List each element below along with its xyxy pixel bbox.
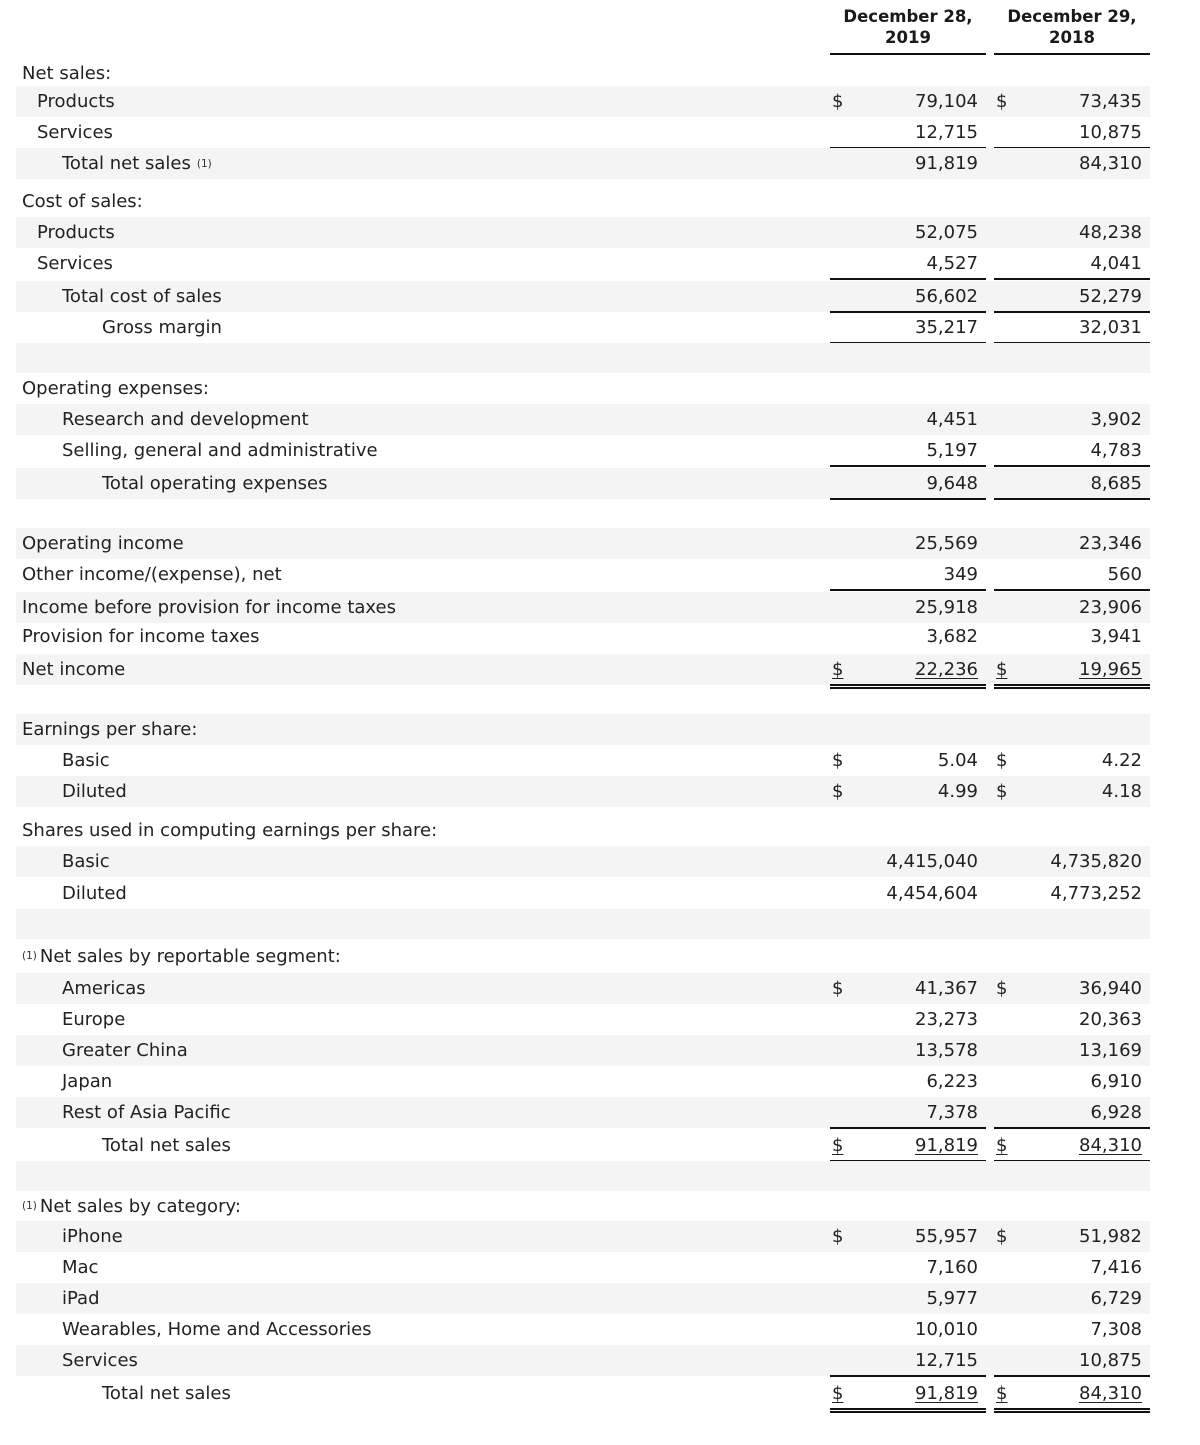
total-rule-2019-double <box>830 1411 986 1413</box>
column-header-2018 <box>994 6 1150 48</box>
spacer-row <box>16 1161 1150 1191</box>
value-2019: 22,236 <box>915 659 978 680</box>
value-2018: 52,279 <box>1079 286 1142 307</box>
value-2019: 91,819 <box>915 1135 978 1156</box>
value-2018: 10,875 <box>1079 1350 1142 1371</box>
value-2019: 3,682 <box>926 626 978 647</box>
row-label <box>16 435 378 466</box>
statement-row-diluted <box>16 776 1150 807</box>
value-2018: 8,685 <box>1090 473 1142 494</box>
value-2018: 84,310 <box>1079 1383 1142 1404</box>
statement-row-services <box>16 1345 1150 1376</box>
column-header-2019 <box>830 6 986 48</box>
value-2018: 4,773,252 <box>1050 883 1142 904</box>
total-rule-2018 <box>994 589 1150 591</box>
value-2019: 91,819 <box>915 1383 978 1404</box>
row-label <box>16 1221 123 1252</box>
row-label-text: Earnings per share: <box>22 719 198 740</box>
total-rule-2019 <box>830 589 986 591</box>
value-2018: 84,310 <box>1079 153 1142 174</box>
row-label <box>16 909 22 939</box>
total-rule-2019 <box>830 465 986 467</box>
row-label <box>16 815 437 846</box>
value-2018: 4.22 <box>1101 750 1142 771</box>
statement-row-products <box>16 86 1150 117</box>
value-2019: 79,104 <box>915 91 978 112</box>
row-label <box>16 776 127 807</box>
statement-row-services <box>16 248 1150 279</box>
currency-symbol-2018: $ <box>996 750 1008 771</box>
value-2018: 20,363 <box>1079 1009 1142 1030</box>
row-label <box>16 846 110 877</box>
row-label-text: Income before provision for income taxes <box>22 597 396 618</box>
value-2019: 4,527 <box>926 253 978 274</box>
value-2018: 84,310 <box>1079 1135 1142 1156</box>
value-2019: 52,075 <box>915 222 978 243</box>
value-2019: 5,977 <box>926 1288 978 1309</box>
row-label <box>16 1252 98 1283</box>
row-label <box>16 1314 372 1345</box>
total-rule-2018 <box>994 1375 1150 1377</box>
currency-symbol-2018: $ <box>996 1135 1008 1156</box>
currency-symbol-2018: $ <box>996 978 1008 999</box>
value-2018: 6,729 <box>1090 1288 1142 1309</box>
statement-row-net-sales-by-category <box>16 1190 1150 1222</box>
column-header-2019-line1: December 28, <box>843 7 973 26</box>
statement-row-other-income-expense-net <box>16 559 1150 590</box>
value-2018: 7,416 <box>1090 1257 1142 1278</box>
spacer-row <box>16 343 1150 373</box>
value-2018: 6,910 <box>1090 1071 1142 1092</box>
value-2018: 23,906 <box>1079 597 1142 618</box>
currency-symbol-2019: $ <box>832 1383 844 1404</box>
row-label <box>16 685 22 715</box>
header-underline-2018 <box>994 53 1150 55</box>
value-2019: 4,451 <box>926 409 978 430</box>
statement-row-total-net-sales <box>16 148 1150 179</box>
value-2018: 7,308 <box>1090 1319 1142 1340</box>
statement-row-total-net-sales <box>16 1378 1150 1409</box>
row-label-text: iPad <box>62 1288 100 1309</box>
row-label <box>16 86 115 117</box>
row-label <box>16 248 113 279</box>
statement-row-products <box>16 217 1150 248</box>
row-label-text: Basic <box>62 750 110 771</box>
spacer-row <box>16 685 1150 715</box>
statement-row-total-cost-of-sales <box>16 281 1150 312</box>
statement-row-ipad <box>16 1283 1150 1314</box>
value-2018: 560 <box>1107 564 1142 585</box>
row-label <box>16 404 309 435</box>
currency-symbol-2019: $ <box>832 750 844 771</box>
currency-symbol-2019: $ <box>832 781 844 802</box>
value-2019: 7,160 <box>926 1257 978 1278</box>
row-label-text: Products <box>37 222 115 243</box>
row-label-text: Diluted <box>62 781 127 802</box>
total-rule-2018 <box>994 498 1150 500</box>
value-2018: 3,941 <box>1090 626 1142 647</box>
statement-row-operating-income <box>16 528 1150 559</box>
statement-row-greater-china <box>16 1035 1150 1066</box>
total-rule-2019 <box>830 278 986 280</box>
row-label-text: Rest of Asia Pacific <box>62 1102 231 1123</box>
row-label-text: Japan <box>62 1071 113 1092</box>
row-label-text: Total operating expenses <box>102 473 328 494</box>
row-label-text: Provision for income taxes <box>22 626 260 647</box>
row-label-text: Greater China <box>62 1040 188 1061</box>
currency-symbol-2019: $ <box>832 91 844 112</box>
row-label-text: Wearables, Home and Accessories <box>62 1319 372 1340</box>
row-label <box>16 973 146 1004</box>
value-2019: 23,273 <box>915 1009 978 1030</box>
row-label-text: Shares used in computing earnings per share: <box>22 820 438 841</box>
row-label-text: Other income/(expense), net <box>22 564 282 585</box>
value-2019: 41,367 <box>915 978 978 999</box>
statement-row-diluted <box>16 878 1150 909</box>
statement-row-total-operating-expenses <box>16 468 1150 499</box>
row-label <box>16 281 222 312</box>
row-label <box>16 1378 231 1409</box>
row-label <box>16 186 143 217</box>
total-rule-2018-double <box>994 1411 1150 1413</box>
row-label <box>16 1345 138 1376</box>
row-label <box>16 878 127 909</box>
value-2019: 91,819 <box>915 153 978 174</box>
row-label <box>16 1066 112 1097</box>
value-2018: 73,435 <box>1079 91 1142 112</box>
statement-row-iphone <box>16 1221 1150 1252</box>
statement-row-net-sales-by-reportable-segment <box>16 940 1150 972</box>
currency-symbol-2019: $ <box>832 1226 844 1247</box>
row-label-text: Services <box>62 1350 138 1371</box>
row-label <box>16 1161 22 1191</box>
row-label <box>16 343 22 373</box>
row-label <box>16 1283 100 1314</box>
value-2019: 5,197 <box>926 440 978 461</box>
value-2018: 23,346 <box>1079 533 1142 554</box>
row-label-text: Net sales by category: <box>39 1195 241 1217</box>
row-label <box>16 217 115 248</box>
statement-row-services <box>16 117 1150 148</box>
statement-row-mac <box>16 1252 1150 1283</box>
currency-symbol-2018: $ <box>996 659 1008 680</box>
value-2019: 9,648 <box>926 473 978 494</box>
currency-symbol-2018: $ <box>996 781 1008 802</box>
row-label <box>16 1130 231 1161</box>
statement-row-japan <box>16 1066 1150 1097</box>
row-label <box>16 559 282 590</box>
total-rule-2018 <box>994 1408 1150 1410</box>
value-2019: 35,217 <box>915 317 978 338</box>
row-label-text: Research and development <box>62 409 309 430</box>
value-2018: 10,875 <box>1079 122 1142 143</box>
value-2018: 4,735,820 <box>1050 851 1142 872</box>
statement-row-research-and-development <box>16 404 1150 435</box>
row-label-text: Selling, general and administrative <box>62 440 378 461</box>
statement-row-basic <box>16 745 1150 776</box>
value-2018: 48,238 <box>1079 222 1142 243</box>
statement-row-net-income <box>16 654 1150 685</box>
row-label <box>16 654 125 685</box>
statement-row-gross-margin <box>16 312 1150 343</box>
value-2018: 4.18 <box>1101 781 1142 802</box>
statement-row-europe <box>16 1004 1150 1035</box>
row-label <box>16 1097 231 1128</box>
row-label-text: Americas <box>62 978 146 999</box>
total-rule-2019 <box>830 498 986 500</box>
column-header-2019-line2: 2019 <box>885 28 931 47</box>
value-2018: 6,928 <box>1090 1102 1142 1123</box>
row-label-text: Europe <box>62 1009 126 1030</box>
value-2019: 4,454,604 <box>886 883 978 904</box>
row-label: Total net sales (1) <box>62 153 212 174</box>
value-2019: 349 <box>943 564 978 585</box>
currency-symbol-2018: $ <box>996 1226 1008 1247</box>
statement-row-wearables-home-and-accessories <box>16 1314 1150 1345</box>
row-label <box>16 1004 125 1035</box>
value-2019: 10,010 <box>915 1319 978 1340</box>
statement-row-shares-used-in-computing-earnings-per-share <box>16 815 1150 846</box>
currency-symbol-2019: $ <box>832 978 844 999</box>
statement-row-americas <box>16 973 1150 1004</box>
value-2019: 7,378 <box>926 1102 978 1123</box>
value-2018: 4,041 <box>1090 253 1142 274</box>
row-label-text: Total cost of sales <box>62 286 222 307</box>
currency-symbol-2018: $ <box>996 91 1008 112</box>
row-label <box>16 373 209 404</box>
statement-row-basic <box>16 846 1150 877</box>
row-label-text: Total net sales <box>102 1383 231 1404</box>
statement-row-operating-expenses <box>16 373 1150 404</box>
value-2019: 25,918 <box>915 597 978 618</box>
row-label-text: iPhone <box>62 1226 123 1247</box>
value-2019: 12,715 <box>915 1350 978 1371</box>
row-label <box>16 58 111 88</box>
total-rule-2018 <box>994 1127 1150 1129</box>
row-label-text: Net sales by reportable segment: <box>39 945 341 967</box>
row-label-text: Gross margin <box>102 317 222 338</box>
row-label-text: Products <box>37 91 115 112</box>
row-label <box>16 592 396 623</box>
row-label <box>16 312 222 343</box>
statement-row-income-before-provision-for-income-taxes <box>16 592 1150 623</box>
value-2019: 4.99 <box>937 781 978 802</box>
statement-row-earnings-per-share <box>16 714 1150 745</box>
total-rule-2018 <box>994 278 1150 280</box>
value-2018: 51,982 <box>1079 1226 1142 1247</box>
row-label <box>16 745 110 776</box>
statement-row-cost-of-sales <box>16 186 1150 217</box>
row-label <box>16 117 113 148</box>
row-label: (1) Net sales by category: <box>22 1195 241 1217</box>
value-2018: 13,169 <box>1079 1040 1142 1061</box>
value-2019: 25,569 <box>915 533 978 554</box>
value-2019: 4,415,040 <box>886 851 978 872</box>
value-2019: 13,578 <box>915 1040 978 1061</box>
total-rule-2018 <box>994 465 1150 467</box>
value-2018: 36,940 <box>1079 978 1142 999</box>
value-2018: 4,783 <box>1090 440 1142 461</box>
row-label-text: Services <box>37 253 113 274</box>
statement-row-net-sales <box>16 58 1150 88</box>
value-2018: 19,965 <box>1079 659 1142 680</box>
statement-row-total-net-sales <box>16 1130 1150 1161</box>
row-label-text: Total net sales <box>62 153 191 174</box>
total-rule-2019 <box>830 1375 986 1377</box>
value-2019: 5.04 <box>937 750 978 771</box>
value-2018: 32,031 <box>1079 317 1142 338</box>
row-label-text: Total net sales <box>102 1135 231 1156</box>
currency-symbol-2019: $ <box>832 659 844 680</box>
row-label <box>16 528 184 559</box>
column-header-2018-line2: 2018 <box>1049 28 1095 47</box>
spacer-row <box>16 909 1150 939</box>
value-2019: 56,602 <box>915 286 978 307</box>
row-label-text: Net income <box>22 659 126 680</box>
value-2019: 12,715 <box>915 122 978 143</box>
row-label <box>16 714 197 745</box>
statement-row-rest-of-asia-pacific <box>16 1097 1150 1128</box>
row-label-text: Cost of sales: <box>22 191 143 212</box>
row-label-text: Net sales: <box>22 62 112 84</box>
row-label-text: Diluted <box>62 883 127 904</box>
currency-symbol-2018: $ <box>996 1383 1008 1404</box>
row-label-text: Operating income <box>22 533 184 554</box>
column-header-2018-line1: December 29, <box>1007 7 1137 26</box>
statement-row-provision-for-income-taxes <box>16 621 1150 652</box>
row-label <box>16 468 327 499</box>
row-label-text: Mac <box>62 1257 99 1278</box>
total-rule-2019 <box>830 1127 986 1129</box>
statement-row-selling-general-and-administrative <box>16 435 1150 466</box>
row-label-text: Services <box>37 122 113 143</box>
currency-symbol-2019: $ <box>832 1135 844 1156</box>
row-label-text: Basic <box>62 851 110 872</box>
value-2018: 3,902 <box>1090 409 1142 430</box>
row-label <box>16 621 260 652</box>
total-rule-2019 <box>830 1408 986 1410</box>
row-label: (1) Net sales by reportable segment: <box>22 945 341 967</box>
row-label-text: Operating expenses: <box>22 378 209 399</box>
row-label <box>16 1035 188 1066</box>
value-2019: 55,957 <box>915 1226 978 1247</box>
value-2019: 6,223 <box>926 1071 978 1092</box>
header-underline-2019 <box>830 53 986 55</box>
